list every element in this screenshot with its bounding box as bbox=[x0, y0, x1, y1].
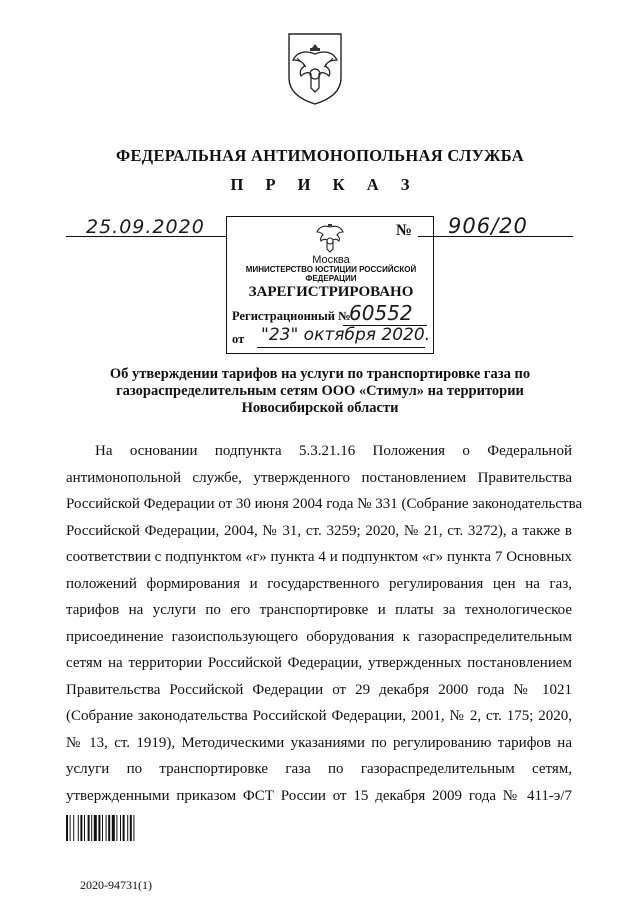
body-line: (Собрание законодательства Российской Федерации, 2001, № 2, ст. 175; 2020, bbox=[66, 708, 572, 724]
order-number: 906/20 bbox=[448, 214, 528, 238]
coat-of-arms-emblem bbox=[283, 30, 347, 106]
date-underline bbox=[66, 236, 226, 237]
barcode bbox=[66, 815, 166, 841]
document-body bbox=[66, 438, 583, 809]
stamp-date-label: от bbox=[232, 332, 245, 346]
stamp-registration-date: "23" октября 2020. bbox=[261, 325, 431, 345]
stamp-registration-number: 60552 bbox=[349, 301, 413, 325]
body-line: антимонопольной службе, утвержденного постановлением Правительства bbox=[66, 469, 572, 486]
body-line: На основании подпункта 5.3.21.16 Положения о Федеральной bbox=[95, 443, 572, 459]
body-line: сетям на территории Российской Федерации, утвержденных постановлением bbox=[66, 655, 572, 671]
document-type: П Р И К А З bbox=[230, 175, 419, 194]
body-line: утвержденными приказом ФСТ России от 15 декабря 2009 года № 411-э/7 bbox=[66, 787, 572, 804]
agency-name: ФЕДЕРАЛЬНАЯ АНТИМОНОПОЛЬНАЯ СЛУЖБА bbox=[116, 146, 524, 165]
body-line: соответствии с подпунктом «г» пункта 4 и подпунктом «г» пункта 7 Основных bbox=[66, 549, 572, 565]
body-line: услуги по транспортировке газа по газораспределительным сетям, bbox=[66, 761, 572, 777]
body-line: Российской Федерации от 30 июня 2004 года № 331 (Собрание законодательства bbox=[66, 496, 583, 512]
stamp-registered-label: ЗАРЕГИСТРИРОВАНО bbox=[248, 284, 414, 300]
number-sign: № bbox=[396, 222, 413, 239]
body-line: № 13, ст. 1919), Методическими указаниями по регулированию тарифов на bbox=[66, 734, 572, 751]
registration-stamp bbox=[226, 216, 434, 354]
order-date: 25.09.2020 bbox=[86, 216, 205, 238]
body-line: присоединение газоиспользующего оборудования к газораспределительным bbox=[66, 628, 572, 645]
stamp-ministry: МИНИСТЕРСТВО ЮСТИЦИИ РОССИЙСКОЙ ФЕДЕРАЦИИ bbox=[245, 265, 417, 283]
number-underline bbox=[418, 236, 573, 237]
stamp-registration-label: Регистрационный № bbox=[232, 309, 351, 323]
stamp-city: Москва bbox=[312, 254, 350, 266]
document-title: Об утверждении тарифов на услуги по транспортировке газа по газораспределительным сетям ООО «Стимул» на территории Новосибирской области bbox=[109, 366, 531, 416]
stamp-date-underline bbox=[257, 347, 425, 348]
body-line: Правительства Российской Федерации от 29 декабря 2000 года № 1021 bbox=[66, 681, 572, 698]
document-code: 2020-94731(1) bbox=[80, 878, 152, 892]
body-line: тарифов на услуги по его транспортировке и платы за технологическое bbox=[66, 602, 572, 618]
body-line: положений формирования и государственного регулирования цен на газ, bbox=[66, 575, 572, 592]
body-line: Российской Федерации, 2004, № 31, ст. 3259; 2020, № 21, ст. 3272), а также в bbox=[66, 522, 572, 539]
